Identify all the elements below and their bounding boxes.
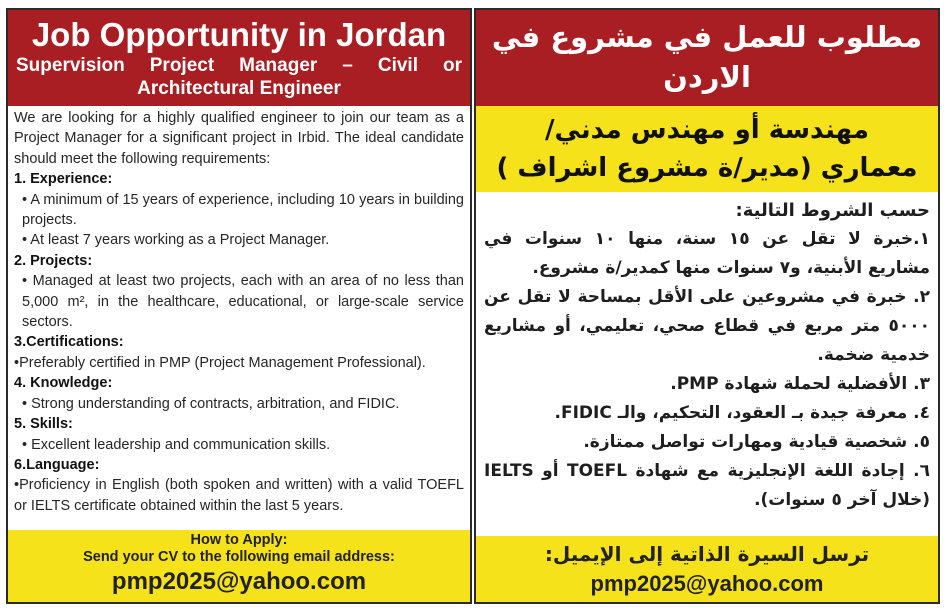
arabic-condition: ٣. الأفضلية لحملة شهادة PMP. — [670, 374, 930, 394]
arabic-condition: ٢. خبرة في مشروعين على الأقل بمساحة لا تقل عن ٥٠٠٠ متر مربع في قطاع صحي، تعليمي، أو مشاريع خدمية ضخمة. — [484, 287, 930, 365]
section-heading-projects: 2. Projects: — [14, 252, 93, 269]
arabic-send-text: ترسل السيرة الذاتية إلى الإيميل: — [544, 542, 870, 566]
section-line: • Strong understanding of contracts, arbitration, and FIDIC. — [22, 395, 400, 412]
english-body — [14, 108, 464, 536]
english-email-link[interactable]: pmp2025@yahoo.com — [111, 568, 367, 595]
english-subtitle: Supervision Project Manager – Civil or Architectural Engineer — [16, 55, 462, 99]
arabic-condition: ٦. إجادة اللغة الإنجليزية مع شهادة TOEFL أو IELTS (خلال آخر ٥ سنوات). — [484, 461, 930, 510]
arabic-apply-box — [476, 536, 938, 602]
arabic-position-band — [476, 106, 938, 192]
arabic-column — [474, 8, 940, 604]
arabic-condition: ١.خبرة لا تقل عن ١٥ سنة، منها ١٠ سنوات في مشاريع الأبنية، و٧ سنوات منها كمدير/ة مشروع. — [484, 229, 930, 278]
arabic-condition: ٥. شخصية قيادية ومهارات تواصل ممتازة. — [583, 432, 930, 452]
section-line: • At least 7 years working as a Project Manager. — [22, 232, 330, 249]
apply-text: Send your CV to the following email address: — [83, 549, 395, 565]
english-column — [6, 8, 472, 604]
arabic-body — [484, 196, 930, 546]
english-apply-box — [8, 530, 470, 602]
english-intro: We are looking for a highly qualified engineer to join our team as a Project Manager for a significant project in Irbid. The ideal candidate should meet the following requirements: — [14, 110, 464, 167]
apply-heading: How to Apply: — [190, 532, 288, 548]
section-line: • Managed at least two projects, each with an area of no less than 5,000 m², in the healthcare, educational, or large-scale service sectors. — [22, 273, 464, 331]
english-title: Job Opportunity in Jordan — [31, 16, 447, 53]
arabic-conditions-heading: حسب الشروط التالية: — [735, 200, 930, 221]
arabic-position-line2: معماري (مدير/ة مشروع اشراف ) — [496, 153, 918, 183]
section-heading-knowledge: 4. Knowledge: — [14, 375, 113, 392]
section-line: • A minimum of 15 years of experience, including 10 years in building projects. — [22, 191, 464, 229]
section-line: •Preferably certified in PMP (Project Management Professional). — [14, 354, 426, 371]
arabic-email-link[interactable]: pmp2025@yahoo.com — [590, 571, 824, 596]
arabic-position-line1: مهندسة أو مهندس مدني/ — [545, 115, 869, 145]
section-line: • Excellent leadership and communication skills. — [22, 436, 331, 453]
section-heading-certifications: 3.Certifications: — [14, 334, 124, 351]
section-line: •Proficiency in English (both spoken and written) with a valid TOEFL or IELTS certificate obtained within the last 5 years. — [14, 477, 464, 514]
section-heading-skills: 5. Skills: — [14, 416, 73, 433]
arabic-header — [476, 10, 938, 106]
section-heading-language: 6.Language: — [14, 456, 100, 473]
english-header — [8, 10, 470, 106]
arabic-condition: ٤. معرفة جيدة بـ العقود، التحكيم، والـ FIDIC. — [554, 403, 930, 423]
section-heading-experience: 1. Experience: — [14, 171, 113, 188]
arabic-title: مطلوب للعمل في مشروع في الاردن — [491, 20, 923, 94]
